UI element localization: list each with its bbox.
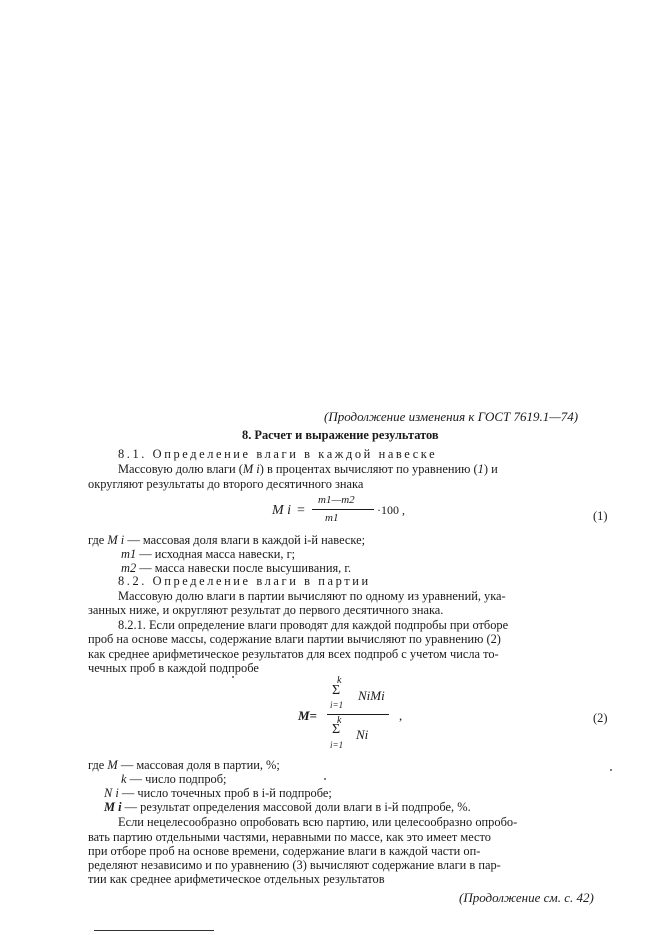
- paragraph-8-1-line1: [118, 462, 498, 477]
- text-fragment: Массовую долю влаги (: [118, 462, 243, 476]
- paragraph-8-2-1-line4: чечных проб в каждой подпробе: [88, 661, 259, 675]
- definition-text: — число точечных проб в i-й подпробе;: [121, 786, 332, 800]
- formula-1-number: (1): [593, 509, 608, 523]
- formula-2-den-lower-limit: i=1: [330, 740, 344, 750]
- formula-1-lhs: M i: [272, 503, 292, 518]
- formula-2-comma: ,: [399, 708, 403, 723]
- definition-text: — массовая доля в партии, %;: [120, 758, 280, 772]
- definition-text: — число подпроб;: [129, 772, 227, 786]
- formula-1-denominator: m1: [325, 512, 339, 524]
- where-word: где: [88, 533, 105, 547]
- formula-2-den-upper-limit: k: [337, 715, 342, 726]
- symbol-M: M: [107, 758, 118, 772]
- definition-k: [121, 772, 226, 787]
- paragraph-last-line4: ределяют независимо и по уравнению (3) вычисляют содержание влаги в пар-: [88, 858, 501, 872]
- symbol-m1: m1: [121, 547, 137, 561]
- continuation-header: (Продолжение изменения к ГОСТ 7619.1—74): [324, 409, 579, 424]
- symbol-m2: m2: [121, 561, 137, 575]
- formula-2-lhs: M=: [298, 708, 317, 723]
- definition-text: — массовая доля влаги в каждой i-й навеске;: [127, 533, 366, 547]
- scan-speck: [610, 769, 612, 771]
- paragraph-8-2-1-line1: 8.2.1. Если определение влаги проводят для каждой подпробы при отборе: [118, 618, 509, 632]
- formula-2-den-term: Ni: [356, 727, 369, 742]
- symbol-Mi: M i: [104, 800, 122, 814]
- definition-Mi-subsample: [104, 800, 471, 815]
- symbol-Mi: M i: [242, 462, 260, 476]
- paragraph-8-2-line1: Массовую долю влаги в партии вычисляют по одному из уравнений, ука-: [118, 589, 506, 603]
- where-word: где: [88, 758, 105, 772]
- paragraph-8-2-1-line3: как среднее арифметическое результатов для всех подпроб с учетом числа то-: [88, 647, 499, 661]
- paragraph-last-line1: Если нецелесообразно опробовать всю партию, или целесообразно опробо-: [118, 815, 518, 829]
- formula-1-numerator: m1—m2: [318, 494, 355, 506]
- subsection-8-2-heading: 8.2. Определение влаги в партии: [118, 574, 371, 588]
- formula-1-fraction-bar: [312, 509, 374, 510]
- definition-text: — результат определения массовой доли влаги в i-й подпробе, %.: [124, 800, 471, 814]
- text-fragment: ) и: [483, 462, 498, 476]
- formula-1-equals: =: [297, 503, 305, 518]
- definition-M: [88, 758, 280, 773]
- definition-Ni: [104, 786, 332, 801]
- symbol-k: k: [121, 772, 127, 786]
- paragraph-last-line5: тии как среднее арифметическое отдельных результатов: [88, 872, 385, 886]
- definition-m1: [121, 547, 295, 562]
- formula-2-num-sigma: Σ: [332, 683, 341, 698]
- paragraph-last-line2: вать партию отдельными частями, неравными по массе, как это имеет место: [88, 830, 492, 844]
- paragraph-8-1-line2: округляют результаты до второго десятичного знака: [88, 477, 364, 491]
- formula-2-num-upper-limit: k: [337, 675, 342, 686]
- subsection-8-1-heading: 8.1. Определение влаги в каждой навеске: [118, 447, 438, 461]
- scan-speck: [232, 676, 234, 678]
- paragraph-8-2-line2: занных ниже, и округляют результат до первого десятичного знака.: [88, 603, 444, 617]
- section-title: 8. Расчет и выражение результатов: [242, 428, 439, 442]
- paragraph-8-2-1-line2: проб на основе массы, содержание влаги партии вычисляют по уравнению (2): [88, 632, 501, 646]
- bottom-rule: [94, 930, 214, 931]
- scan-speck: [324, 778, 326, 780]
- formula-2-den-sigma: Σ: [332, 722, 341, 737]
- definition-text: — масса навески после высушивания, г.: [139, 561, 352, 575]
- definition-Mi: [88, 533, 365, 548]
- definition-text: — исходная масса навески, г;: [139, 547, 296, 561]
- formula-2-num-term: NiMi: [358, 688, 385, 703]
- equation-ref: 1: [477, 462, 484, 476]
- paragraph-last-line3: при отборе проб на основе времени, содержание влаги в каждой части оп-: [88, 844, 481, 858]
- formula-2-num-lower-limit: i=1: [330, 700, 344, 710]
- formula-1-tail: ·100 ,: [377, 503, 405, 517]
- formula-2-number: (2): [593, 711, 608, 725]
- symbol-Mi: M i: [107, 533, 125, 547]
- continuation-footer: (Продолжение см. с. 42): [459, 890, 594, 905]
- symbol-Ni: N i: [104, 786, 119, 800]
- text-fragment: ) в процентах вычисляют по уравнению (: [259, 462, 478, 476]
